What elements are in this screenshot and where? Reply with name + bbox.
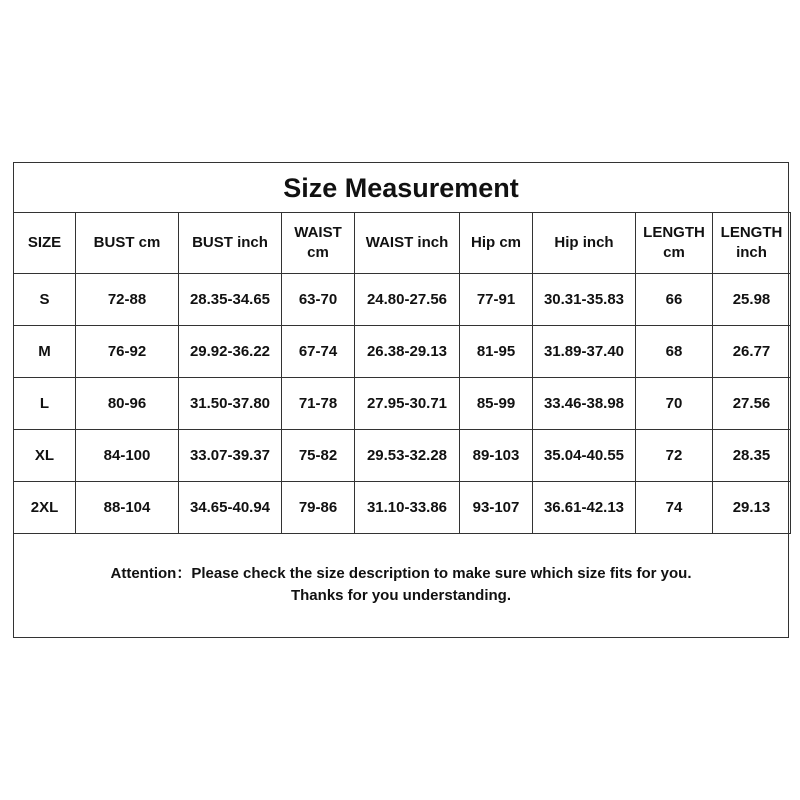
cell-bust-inch: 34.65-40.94 — [179, 482, 282, 534]
cell-length-cm: 66 — [636, 274, 713, 326]
cell-length-inch: 26.77 — [713, 326, 791, 378]
cell-hip-cm: 77-91 — [460, 274, 533, 326]
cell-waist-inch: 26.38-29.13 — [355, 326, 460, 378]
size-table — [13, 212, 791, 534]
cell-length-cm: 70 — [636, 378, 713, 430]
cell-bust-cm: 76-92 — [76, 326, 179, 378]
cell-hip-cm: 89-103 — [460, 430, 533, 482]
cell-waist-inch: 24.80-27.56 — [355, 274, 460, 326]
cell-bust-cm: 72-88 — [76, 274, 179, 326]
cell-waist-cm: 67-74 — [282, 326, 355, 378]
cell-length-cm: 68 — [636, 326, 713, 378]
cell-bust-inch: 31.50-37.80 — [179, 378, 282, 430]
header-bust-inch: BUST inch — [179, 213, 282, 274]
cell-hip-inch: 33.46-38.98 — [533, 378, 636, 430]
header-waist-inch: WAIST inch — [355, 213, 460, 274]
cell-waist-inch: 31.10-33.86 — [355, 482, 460, 534]
cell-hip-cm: 85-99 — [460, 378, 533, 430]
cell-bust-cm: 84-100 — [76, 430, 179, 482]
cell-bust-inch: 33.07-39.37 — [179, 430, 282, 482]
attention-line-1: Attention：Please check the size description to make sure which size fits for you. — [110, 565, 692, 582]
attention-line-2: Thanks for you understanding. — [290, 587, 511, 604]
cell-size: S — [14, 274, 76, 326]
cell-length-inch: 28.35 — [713, 430, 791, 482]
cell-hip-inch: 36.61-42.13 — [533, 482, 636, 534]
size-chart-frame — [13, 162, 789, 638]
header-length-inch: LENGTH inch — [713, 213, 791, 274]
header-row — [14, 213, 791, 274]
cell-hip-cm: 81-95 — [460, 326, 533, 378]
cell-hip-cm: 93-107 — [460, 482, 533, 534]
cell-waist-inch: 29.53-32.28 — [355, 430, 460, 482]
attention-note — [14, 563, 788, 607]
cell-hip-inch: 30.31-35.83 — [533, 274, 636, 326]
cell-waist-inch: 27.95-30.71 — [355, 378, 460, 430]
chart-title: Size Measurement — [14, 163, 788, 213]
header-size: SIZE — [14, 213, 76, 274]
cell-waist-cm: 75-82 — [282, 430, 355, 482]
cell-length-cm: 74 — [636, 482, 713, 534]
header-waist-cm: WAIST cm — [282, 213, 355, 274]
cell-waist-cm: 63-70 — [282, 274, 355, 326]
cell-waist-cm: 79-86 — [282, 482, 355, 534]
table-row — [14, 430, 791, 482]
table-row — [14, 274, 791, 326]
table-row — [14, 378, 791, 430]
cell-waist-cm: 71-78 — [282, 378, 355, 430]
cell-bust-cm: 88-104 — [76, 482, 179, 534]
header-bust-cm: BUST cm — [76, 213, 179, 274]
table-row — [14, 326, 791, 378]
cell-length-cm: 72 — [636, 430, 713, 482]
table-row — [14, 482, 791, 534]
header-hip-inch: Hip inch — [533, 213, 636, 274]
cell-hip-inch: 35.04-40.55 — [533, 430, 636, 482]
cell-bust-inch: 28.35-34.65 — [179, 274, 282, 326]
cell-size: XL — [14, 430, 76, 482]
header-length-cm: LENGTH cm — [636, 213, 713, 274]
cell-bust-cm: 80-96 — [76, 378, 179, 430]
cell-size: L — [14, 378, 76, 430]
cell-size: 2XL — [14, 482, 76, 534]
cell-bust-inch: 29.92-36.22 — [179, 326, 282, 378]
header-hip-cm: Hip cm — [460, 213, 533, 274]
cell-length-inch: 27.56 — [713, 378, 791, 430]
cell-length-inch: 25.98 — [713, 274, 791, 326]
cell-length-inch: 29.13 — [713, 482, 791, 534]
cell-hip-inch: 31.89-37.40 — [533, 326, 636, 378]
cell-size: M — [14, 326, 76, 378]
